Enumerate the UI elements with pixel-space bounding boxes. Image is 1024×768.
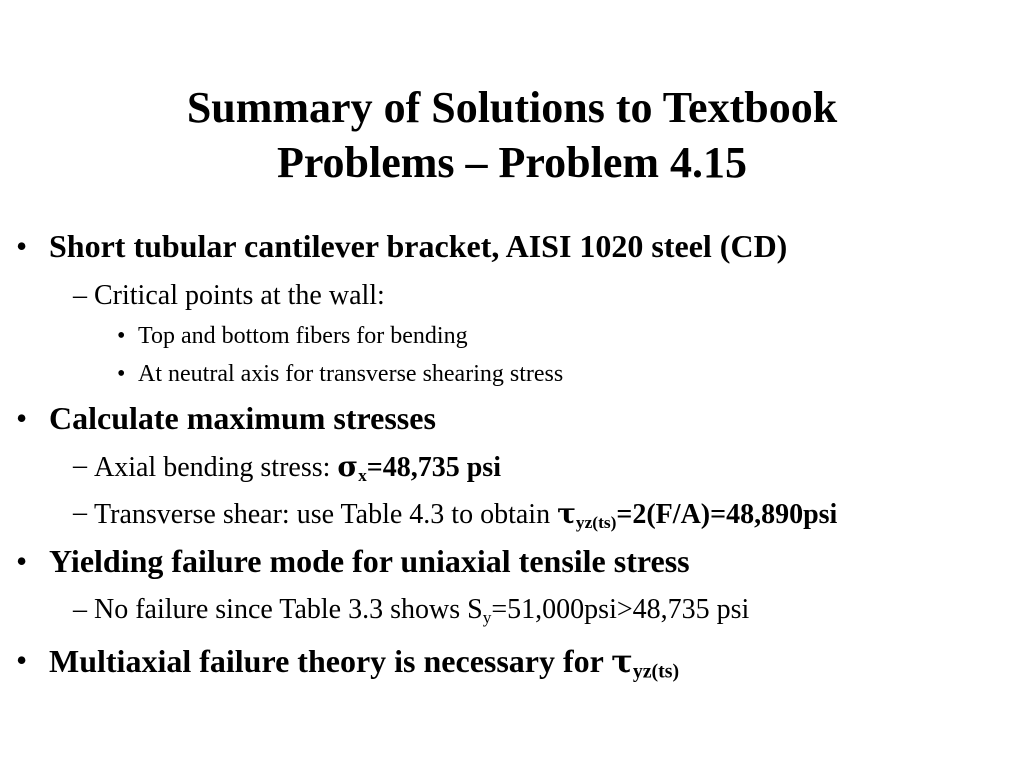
bullet-marker: • [117, 361, 126, 387]
subscript: yz(ts) [575, 512, 617, 532]
sub-bullet-text [94, 594, 749, 626]
dash-marker: – [73, 497, 87, 528]
text-suffix: =51,000psi>48,735 psi [491, 594, 750, 625]
sigma-symbol: σ [337, 450, 359, 483]
bullet-marker: • [16, 400, 28, 436]
text-prefix: No failure since Table 3.3 shows S [94, 594, 483, 625]
title-line-2: Problems – Problem 4.15 [276, 138, 748, 187]
stress-value: =2(F/A)=48,890psi [616, 499, 838, 530]
bullet-text [49, 642, 680, 683]
bullet-marker: • [16, 228, 28, 264]
text-prefix: Transverse shear: use Table 4.3 to obtain [94, 499, 558, 530]
dash-marker: – [73, 450, 87, 481]
dash-marker: – [73, 280, 87, 311]
text-prefix: Multiaxial failure theory is necessary for [49, 643, 612, 679]
subscript: x [358, 465, 367, 485]
subscript: yz(ts) [632, 660, 680, 683]
dash-marker: – [73, 594, 87, 625]
tau-symbol: τ [557, 497, 576, 530]
subscript: y [482, 607, 492, 627]
bullet-marker: • [16, 543, 28, 579]
text-prefix: Axial bending stress: [94, 452, 338, 483]
sub-sub-bullet-text: At neutral axis for transverse shearing stress [138, 361, 564, 387]
sub-bullet-text: Critical points at the wall: [94, 280, 385, 311]
sub-bullet-text [94, 450, 501, 484]
bullet-text: Yielding failure mode for uniaxial tensile stress [49, 543, 690, 579]
bullet-text: Calculate maximum stresses [49, 400, 436, 436]
stress-value: =48,735 psi [366, 452, 501, 483]
title-line-1: Summary of Solutions to Textbook [186, 83, 838, 132]
tau-symbol: τ [611, 642, 633, 680]
sub-sub-bullet-text: Top and bottom fibers for bending [138, 323, 468, 349]
bullet-text: Short tubular cantilever bracket, AISI 1020 steel (CD) [49, 228, 788, 264]
sub-bullet-text [94, 497, 837, 531]
bullet-marker: • [117, 323, 126, 349]
bullet-marker: • [16, 642, 28, 678]
